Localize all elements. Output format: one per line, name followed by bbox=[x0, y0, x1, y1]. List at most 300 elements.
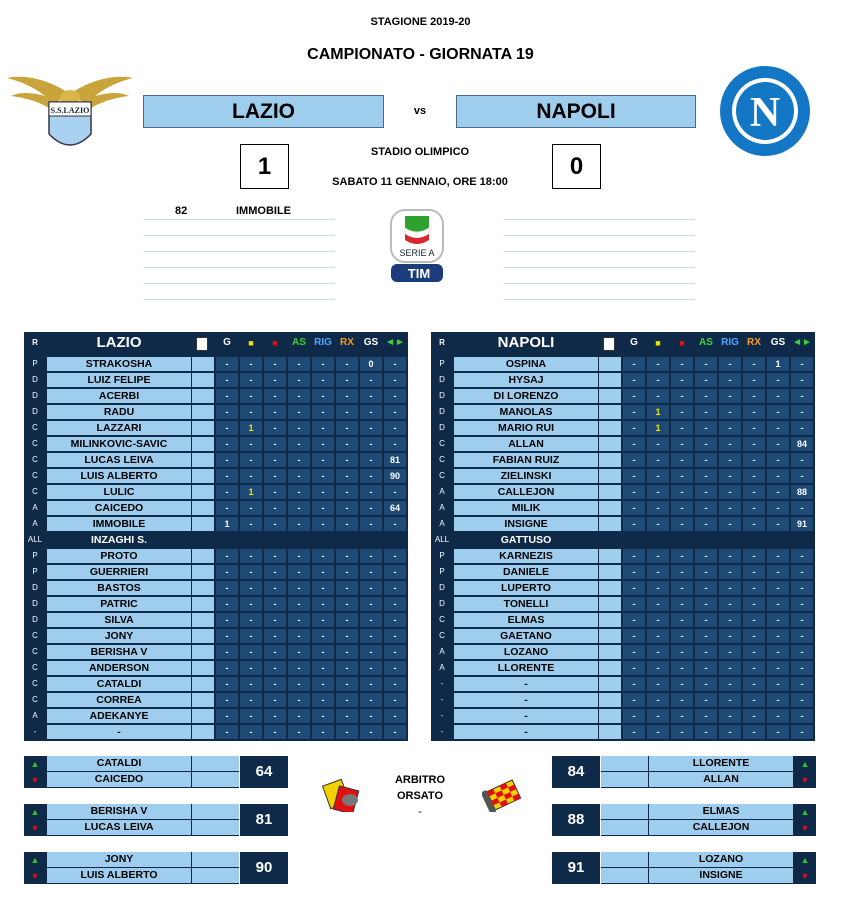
sub-in-name: CATALDI bbox=[47, 756, 191, 771]
player-row bbox=[431, 516, 815, 532]
column-header-role: R bbox=[32, 338, 38, 347]
player-stat: - bbox=[743, 693, 765, 707]
player-stat: - bbox=[360, 629, 382, 643]
player-name: ZIELINSKI bbox=[454, 469, 598, 483]
player-stat: - bbox=[623, 501, 645, 515]
player-row bbox=[431, 420, 815, 436]
player-stat: - bbox=[264, 517, 286, 531]
player-stat: 1 bbox=[647, 421, 669, 435]
goal-row bbox=[503, 284, 695, 300]
player-box bbox=[599, 469, 621, 483]
player-stat: - bbox=[216, 437, 238, 451]
player-stat: - bbox=[719, 549, 741, 563]
player-role: C bbox=[439, 615, 445, 624]
player-stat: - bbox=[791, 421, 813, 435]
player-role: P bbox=[32, 359, 38, 368]
sub-block bbox=[24, 804, 288, 836]
player-stat: - bbox=[312, 597, 334, 611]
player-stat: - bbox=[791, 501, 813, 515]
player-stat: - bbox=[623, 725, 645, 739]
season-label: STAGIONE 2019-20 bbox=[370, 16, 471, 28]
player-stat: - bbox=[671, 613, 693, 627]
player-stat: - bbox=[719, 373, 741, 387]
player-name: DANIELE bbox=[454, 565, 598, 579]
player-stat: - bbox=[360, 725, 382, 739]
bench-row bbox=[431, 580, 815, 596]
home-score: 1 bbox=[240, 144, 289, 189]
player-box bbox=[192, 469, 214, 483]
bench-row bbox=[431, 596, 815, 612]
player-stat: - bbox=[288, 373, 310, 387]
sub-box bbox=[601, 772, 648, 787]
player-stat: - bbox=[719, 485, 741, 499]
bench-row bbox=[24, 644, 408, 660]
player-stat: - bbox=[288, 597, 310, 611]
player-stat: - bbox=[719, 501, 741, 515]
player-stat: - bbox=[743, 597, 765, 611]
player-box bbox=[192, 485, 214, 499]
player-stat: - bbox=[719, 517, 741, 531]
player-stat: - bbox=[743, 453, 765, 467]
player-stat: - bbox=[312, 613, 334, 627]
player-stat: - bbox=[216, 373, 238, 387]
player-name: LLORENTE bbox=[454, 661, 598, 675]
player-stat: - bbox=[767, 629, 789, 643]
player-role: A bbox=[439, 519, 445, 528]
away-goals-list bbox=[503, 204, 695, 300]
player-stat: - bbox=[767, 485, 789, 499]
player-stat: - bbox=[288, 389, 310, 403]
player-stat: - bbox=[336, 613, 358, 627]
player-stat: - bbox=[767, 373, 789, 387]
player-stat: - bbox=[288, 565, 310, 579]
player-role: C bbox=[32, 631, 38, 640]
player-stat: - bbox=[671, 405, 693, 419]
player-stat: - bbox=[743, 517, 765, 531]
player-role: - bbox=[440, 695, 444, 704]
player-role: D bbox=[439, 423, 445, 432]
player-stat: - bbox=[264, 661, 286, 675]
bench-row bbox=[24, 612, 408, 628]
player-name: ELMAS bbox=[454, 613, 598, 627]
player-stat: - bbox=[695, 629, 717, 643]
arrow-up-icon: ▲ bbox=[24, 804, 46, 820]
player-stat: - bbox=[743, 565, 765, 579]
player-stat: - bbox=[336, 597, 358, 611]
player-stat: - bbox=[288, 645, 310, 659]
player-stat: - bbox=[336, 485, 358, 499]
player-name: ACERBI bbox=[47, 389, 191, 403]
serie-a-logo bbox=[387, 208, 447, 284]
player-box bbox=[599, 405, 621, 419]
player-stat: - bbox=[312, 485, 334, 499]
player-stat: - bbox=[647, 661, 669, 675]
player-row bbox=[431, 500, 815, 516]
player-stat: - bbox=[671, 421, 693, 435]
sub-box bbox=[192, 756, 239, 771]
player-stat: - bbox=[647, 613, 669, 627]
player-box bbox=[192, 629, 214, 643]
sub-box bbox=[601, 756, 648, 771]
player-role: A bbox=[439, 503, 445, 512]
player-stat: - bbox=[240, 677, 262, 691]
player-name: MARIO RUI bbox=[454, 421, 598, 435]
player-name: PATRIC bbox=[47, 597, 191, 611]
player-stat: - bbox=[743, 389, 765, 403]
player-box bbox=[192, 613, 214, 627]
goal-row bbox=[143, 236, 335, 252]
player-stat: - bbox=[671, 565, 693, 579]
player-stat: - bbox=[336, 661, 358, 675]
player-stat: - bbox=[360, 501, 382, 515]
player-stat: - bbox=[264, 453, 286, 467]
player-stat: - bbox=[312, 389, 334, 403]
vs-label: vs bbox=[413, 105, 427, 117]
player-name: GUERRIERI bbox=[47, 565, 191, 579]
coach-row bbox=[431, 532, 815, 548]
player-row bbox=[431, 372, 815, 388]
player-stat: 1 bbox=[647, 405, 669, 419]
player-stat: - bbox=[264, 565, 286, 579]
player-stat: - bbox=[288, 405, 310, 419]
player-box bbox=[599, 629, 621, 643]
player-stat: - bbox=[791, 693, 813, 707]
player-stat: - bbox=[671, 629, 693, 643]
player-role: D bbox=[439, 391, 445, 400]
player-stat: - bbox=[671, 693, 693, 707]
coach-row bbox=[24, 532, 408, 548]
player-role: C bbox=[439, 455, 445, 464]
goal-scorer: IMMOBILE bbox=[236, 205, 291, 217]
player-role: D bbox=[439, 407, 445, 416]
round-title: CAMPIONATO - GIORNATA 19 bbox=[307, 46, 534, 63]
player-stat: - bbox=[767, 709, 789, 723]
player-stat: - bbox=[791, 549, 813, 563]
player-stat: - bbox=[623, 421, 645, 435]
player-stat: 88 bbox=[791, 485, 813, 499]
player-stat: - bbox=[360, 677, 382, 691]
player-stat: - bbox=[671, 581, 693, 595]
player-box bbox=[599, 373, 621, 387]
arrow-up-icon: ▲ bbox=[794, 852, 816, 868]
player-stat: - bbox=[384, 629, 406, 643]
sub-minute: 84 bbox=[552, 756, 600, 788]
player-name: - bbox=[454, 725, 598, 739]
player-stat: - bbox=[264, 613, 286, 627]
coach-role: ALL bbox=[434, 535, 450, 544]
player-box bbox=[599, 581, 621, 595]
player-stat: - bbox=[240, 357, 262, 371]
player-stat: - bbox=[240, 437, 262, 451]
player-stat: - bbox=[647, 357, 669, 371]
away-team-name: NAPOLI bbox=[456, 95, 696, 128]
player-role: P bbox=[32, 551, 38, 560]
player-stat: - bbox=[384, 677, 406, 691]
player-stat: - bbox=[695, 693, 717, 707]
player-name: LUPERTO bbox=[454, 581, 598, 595]
player-stat: - bbox=[216, 581, 238, 595]
player-stat: - bbox=[647, 725, 669, 739]
player-stat: - bbox=[623, 581, 645, 595]
player-stat: - bbox=[336, 709, 358, 723]
player-box bbox=[599, 645, 621, 659]
player-stat: - bbox=[240, 581, 262, 595]
player-stat: - bbox=[312, 373, 334, 387]
player-stat: - bbox=[312, 469, 334, 483]
player-stat: - bbox=[791, 613, 813, 627]
player-stat: - bbox=[264, 405, 286, 419]
sub-box bbox=[192, 820, 239, 835]
player-box bbox=[192, 709, 214, 723]
sub-minute: 90 bbox=[240, 852, 288, 884]
player-stat: - bbox=[719, 469, 741, 483]
player-stat: - bbox=[647, 581, 669, 595]
player-name: ALLAN bbox=[454, 437, 598, 451]
player-stat: - bbox=[264, 725, 286, 739]
player-stat: - bbox=[288, 725, 310, 739]
player-stat: - bbox=[384, 613, 406, 627]
bench-row bbox=[431, 612, 815, 628]
player-stat: - bbox=[288, 357, 310, 371]
player-stat: - bbox=[647, 485, 669, 499]
player-stat: - bbox=[216, 597, 238, 611]
player-stat: - bbox=[240, 549, 262, 563]
player-role: D bbox=[32, 583, 38, 592]
player-stat: - bbox=[312, 645, 334, 659]
player-role: C bbox=[439, 471, 445, 480]
lineup-icon bbox=[194, 332, 210, 354]
sub-minute: 88 bbox=[552, 804, 600, 836]
player-stat: - bbox=[671, 373, 693, 387]
player-stat: - bbox=[240, 405, 262, 419]
bench-row bbox=[431, 628, 815, 644]
player-stat: - bbox=[695, 485, 717, 499]
player-stat: - bbox=[767, 677, 789, 691]
player-box bbox=[599, 517, 621, 531]
player-stat: 64 bbox=[384, 501, 406, 515]
player-row bbox=[431, 356, 815, 372]
bench-row bbox=[431, 724, 815, 740]
player-stat: - bbox=[336, 453, 358, 467]
player-role: - bbox=[440, 727, 444, 736]
player-stat: - bbox=[791, 677, 813, 691]
player-stat: - bbox=[671, 453, 693, 467]
player-stat: - bbox=[767, 581, 789, 595]
player-stat: - bbox=[623, 389, 645, 403]
player-stat: - bbox=[216, 469, 238, 483]
sub-out-name: INSIGNE bbox=[649, 868, 793, 883]
player-stat: - bbox=[240, 645, 262, 659]
sub-minute: 64 bbox=[240, 756, 288, 788]
player-box bbox=[599, 485, 621, 499]
player-role: P bbox=[439, 567, 445, 576]
player-role: C bbox=[32, 695, 38, 704]
player-stat: - bbox=[240, 565, 262, 579]
player-name: - bbox=[454, 709, 598, 723]
player-stat: - bbox=[743, 709, 765, 723]
player-stat: - bbox=[384, 373, 406, 387]
goal-row bbox=[143, 284, 335, 300]
home-lineup-panel bbox=[24, 332, 408, 741]
player-stat: - bbox=[719, 421, 741, 435]
player-stat: - bbox=[264, 389, 286, 403]
player-role: P bbox=[32, 567, 38, 576]
player-stat: - bbox=[264, 421, 286, 435]
player-stat: - bbox=[336, 389, 358, 403]
player-stat: - bbox=[695, 421, 717, 435]
player-box bbox=[192, 565, 214, 579]
player-stat: - bbox=[264, 549, 286, 563]
lazio-logo bbox=[5, 72, 135, 162]
player-stat: - bbox=[336, 629, 358, 643]
player-stat: - bbox=[384, 645, 406, 659]
coach-role: ALL bbox=[27, 535, 43, 544]
sub-in-name: LLORENTE bbox=[649, 756, 793, 771]
coach-name: INZAGHI S. bbox=[90, 534, 147, 546]
player-box bbox=[599, 421, 621, 435]
panel-header bbox=[431, 332, 815, 354]
player-row bbox=[431, 452, 815, 468]
arrow-down-icon: ▼ bbox=[24, 772, 46, 788]
player-name: GAETANO bbox=[454, 629, 598, 643]
player-role: A bbox=[439, 647, 445, 656]
player-stat: - bbox=[288, 501, 310, 515]
player-name: JONY bbox=[47, 629, 191, 643]
player-stat: - bbox=[216, 405, 238, 419]
player-name: LULIC bbox=[47, 485, 191, 499]
player-stat: - bbox=[791, 453, 813, 467]
player-row bbox=[431, 468, 815, 484]
player-stat: - bbox=[384, 597, 406, 611]
player-stat: - bbox=[384, 581, 406, 595]
away-score: 0 bbox=[552, 144, 601, 189]
player-stat: - bbox=[719, 453, 741, 467]
goal-row bbox=[503, 252, 695, 268]
player-name: DI LORENZO bbox=[454, 389, 598, 403]
player-stat: - bbox=[791, 373, 813, 387]
player-stat: - bbox=[671, 661, 693, 675]
player-role: C bbox=[32, 487, 38, 496]
player-stat: - bbox=[240, 661, 262, 675]
sub-in-name: ELMAS bbox=[649, 804, 793, 819]
goal-row bbox=[143, 220, 335, 236]
player-box bbox=[192, 421, 214, 435]
player-stat: - bbox=[767, 549, 789, 563]
player-stat: - bbox=[312, 453, 334, 467]
player-stat: - bbox=[743, 549, 765, 563]
player-name: FABIAN RUIZ bbox=[454, 453, 598, 467]
player-stat: - bbox=[791, 725, 813, 739]
player-stat: - bbox=[384, 661, 406, 675]
player-stat: 1 bbox=[240, 485, 262, 499]
player-stat: - bbox=[336, 421, 358, 435]
sub-minute: 81 bbox=[240, 804, 288, 836]
player-stat: - bbox=[312, 421, 334, 435]
goal-row bbox=[143, 252, 335, 268]
player-stat: - bbox=[671, 437, 693, 451]
player-stat: - bbox=[647, 469, 669, 483]
player-name: INSIGNE bbox=[454, 517, 598, 531]
player-stat: 84 bbox=[791, 437, 813, 451]
coach-name: GATTUSO bbox=[500, 534, 552, 546]
player-name: CALLEJON bbox=[454, 485, 598, 499]
player-stat: - bbox=[288, 421, 310, 435]
player-stat: - bbox=[647, 437, 669, 451]
player-stat: - bbox=[240, 613, 262, 627]
column-header-role: R bbox=[439, 338, 445, 347]
sub-box bbox=[601, 820, 648, 835]
player-stat: - bbox=[360, 469, 382, 483]
player-stat: - bbox=[216, 453, 238, 467]
bench-row bbox=[431, 692, 815, 708]
column-header-goals: G bbox=[223, 337, 231, 348]
player-stat: - bbox=[623, 453, 645, 467]
player-name: SILVA bbox=[47, 613, 191, 627]
player-stat: - bbox=[791, 661, 813, 675]
player-stat: - bbox=[695, 709, 717, 723]
player-role: A bbox=[32, 519, 38, 528]
player-name: MANOLAS bbox=[454, 405, 598, 419]
player-box bbox=[192, 373, 214, 387]
sub-block bbox=[24, 852, 288, 884]
player-stat: - bbox=[647, 693, 669, 707]
player-stat: - bbox=[264, 501, 286, 515]
player-stat: - bbox=[623, 517, 645, 531]
player-stat: - bbox=[312, 565, 334, 579]
player-stat: - bbox=[719, 597, 741, 611]
player-box bbox=[192, 549, 214, 563]
player-stat: - bbox=[216, 389, 238, 403]
player-role: - bbox=[440, 711, 444, 720]
player-stat: - bbox=[623, 613, 645, 627]
player-stat: - bbox=[719, 581, 741, 595]
referee-name: ORSATO bbox=[396, 790, 444, 802]
panel-team-name: NAPOLI bbox=[497, 334, 555, 351]
player-stat: - bbox=[240, 597, 262, 611]
goal-row bbox=[503, 220, 695, 236]
sub-in-name: LOZANO bbox=[649, 852, 793, 867]
player-stat: - bbox=[384, 549, 406, 563]
player-stat: - bbox=[767, 725, 789, 739]
player-box bbox=[192, 405, 214, 419]
bench-row bbox=[24, 708, 408, 724]
player-stat: - bbox=[288, 485, 310, 499]
player-stat: - bbox=[336, 581, 358, 595]
column-header-subs: ◄► bbox=[792, 337, 812, 348]
player-stat: - bbox=[743, 501, 765, 515]
player-stat: - bbox=[264, 581, 286, 595]
yellow-card-icon bbox=[320, 778, 364, 812]
player-stat: - bbox=[264, 597, 286, 611]
player-stat: - bbox=[767, 501, 789, 515]
player-stat: - bbox=[767, 693, 789, 707]
player-stat: - bbox=[384, 389, 406, 403]
player-stat: - bbox=[288, 693, 310, 707]
player-stat: - bbox=[791, 405, 813, 419]
arrow-down-icon: ▼ bbox=[24, 820, 46, 836]
player-role: D bbox=[32, 407, 38, 416]
player-name: MILINKOVIC-SAVIC bbox=[47, 437, 191, 451]
player-name: LUIS ALBERTO bbox=[47, 469, 191, 483]
player-box bbox=[192, 677, 214, 691]
home-goals-list bbox=[143, 204, 335, 300]
player-name: - bbox=[47, 725, 191, 739]
player-stat: - bbox=[647, 549, 669, 563]
player-row bbox=[24, 420, 408, 436]
player-stat: - bbox=[767, 613, 789, 627]
player-box bbox=[599, 565, 621, 579]
player-stat: - bbox=[791, 357, 813, 371]
